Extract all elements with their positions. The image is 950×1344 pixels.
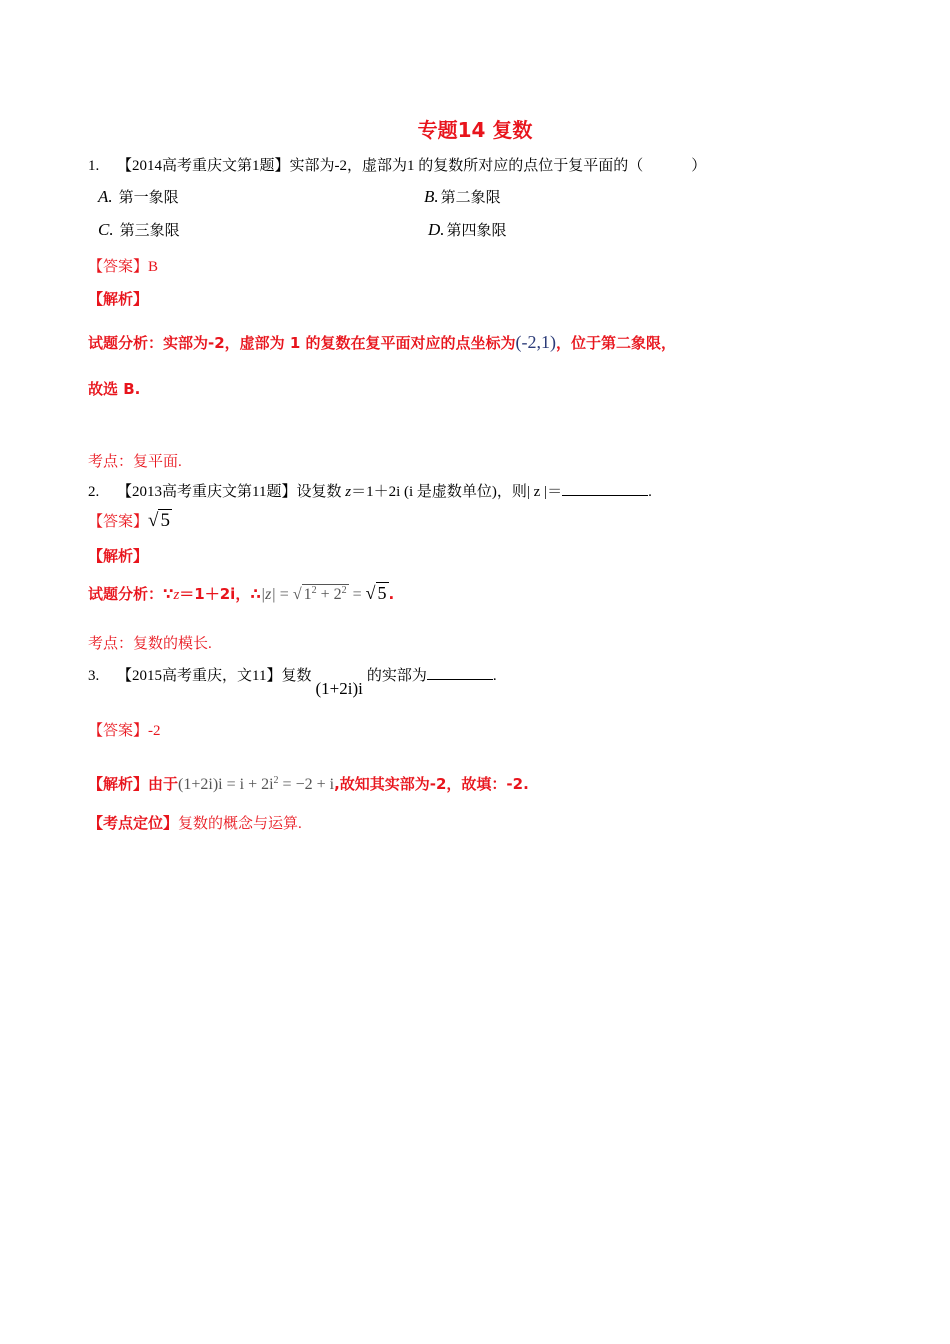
answer-1: [88, 255, 158, 276]
question-number: 2.: [88, 484, 100, 500]
analysis-2-prefix: 试题分析：∵: [88, 585, 174, 603]
option-b-letter: B.: [424, 187, 439, 206]
kaodian-1: 考点：复平面.: [88, 454, 182, 470]
question-source: 【2014高考重庆文第1题】: [117, 158, 290, 174]
answer-blank: [427, 667, 493, 680]
analysis-2-rad-a: 1: [303, 586, 312, 603]
analysis-2-plus: +: [316, 586, 334, 603]
question-source: 【2013高考重庆文第11题】: [117, 484, 297, 500]
analysis-2-end: .: [388, 585, 395, 603]
answer-label: 【答案】: [88, 259, 149, 275]
analysis-3-line: [88, 773, 529, 794]
analysis-3-expr-a: (1+2i)i = i + 2i: [178, 776, 274, 793]
option-b: [424, 186, 501, 207]
analysis-2-rad-b: 2: [333, 586, 342, 603]
kaodian-3-label: 【考点定位】: [88, 816, 179, 832]
analysis-3-suffix: ,故知其实部为-2，故填：-2.: [334, 775, 529, 793]
option-d-text: 第四象限: [446, 223, 507, 239]
answer-2: [88, 509, 172, 532]
var-z: z: [345, 484, 352, 500]
analysis-2-abs: |z|: [260, 586, 276, 603]
kaodian-3-text: 复数的概念与运算.: [178, 816, 302, 832]
analysis-2-result: 5: [377, 583, 387, 603]
question-expr: (1+2i)i: [315, 679, 363, 698]
analysis-3-expr: [178, 776, 334, 793]
analysis-2-sup-b: 2: [341, 585, 347, 596]
question-number: 3.: [88, 668, 100, 684]
answer-sqrt: √ 5: [148, 510, 170, 531]
question-paren-close: ）: [691, 158, 707, 174]
analysis-2-line: [88, 582, 394, 604]
analysis-2-eq3: =: [352, 586, 362, 603]
option-a-letter: A.: [98, 187, 113, 206]
analysis-2-sup-a: 2: [311, 585, 317, 596]
kaodian-3: [88, 812, 302, 833]
analysis-2-eq1: ＝1＋2i，∴: [179, 585, 261, 603]
question-text-c: ＝: [547, 484, 563, 500]
analysis-1-line-2: 故选 B.: [88, 380, 141, 398]
option-d: [428, 219, 507, 240]
question-text-a: 复数: [281, 668, 312, 684]
answer-value: B: [148, 259, 159, 275]
answer-label: 【答案】: [88, 723, 149, 739]
answer-blank: [562, 483, 648, 496]
page-title: 专题14 复数: [417, 118, 533, 142]
analysis-3-prefix: 由于: [148, 775, 179, 793]
analysis-2-label: 【解析】: [88, 549, 149, 565]
analysis-3-expr-b: = −2 + i: [278, 776, 335, 793]
option-b-text: 第二象限: [440, 190, 501, 206]
question-text-a: 设复数: [296, 484, 342, 500]
question-3-stem: [88, 664, 497, 698]
question-text-b: ＝1＋2i (i 是虚数单位)，则: [351, 484, 527, 500]
analysis-1-line-1: [88, 332, 676, 353]
kaodian-2: 考点：复数的模长.: [88, 636, 212, 652]
question-text-b: 的实部为: [366, 668, 427, 684]
analysis-1-label: 【解析】: [88, 292, 149, 308]
answer-3: [88, 719, 161, 740]
question-text: 实部为-2，虚部为1 的复数所对应的点位于复平面的（: [289, 158, 644, 174]
option-d-letter: D.: [428, 220, 445, 239]
option-c: [98, 219, 180, 240]
answer-label: 【答案】: [88, 514, 149, 530]
option-a-text: 第一象限: [118, 190, 179, 206]
option-a: [98, 186, 179, 207]
question-source: 【2015高考重庆，文11】: [117, 668, 282, 684]
question-end: .: [492, 668, 497, 684]
question-number: 1.: [88, 158, 100, 174]
analysis-1-prefix: 试题分析：实部为-2，虚部为 1 的复数在复平面对应的点坐标为: [88, 334, 516, 352]
analysis-1-point: (-2,1): [515, 332, 557, 352]
question-1-stem: [88, 154, 706, 175]
abs-z: | z |: [526, 484, 548, 500]
question-end: .: [648, 484, 652, 500]
analysis-2-eq2: =: [279, 586, 289, 603]
analysis-3-sup: 2: [273, 775, 279, 786]
analysis-2-math: |z| = √ $1^2 + 2^2$ = √ 5: [260, 583, 387, 603]
analysis-2-z: z: [173, 587, 180, 603]
option-c-text: 第三象限: [119, 223, 180, 239]
option-c-letter: C.: [98, 220, 114, 239]
answer-value: -2: [148, 723, 161, 739]
answer-sqrt-value: 5: [160, 510, 170, 531]
question-2-stem: [88, 480, 652, 501]
analysis-3-label: 【解析】: [88, 777, 149, 793]
analysis-1-suffix: ，位于第二象限，: [556, 334, 677, 352]
